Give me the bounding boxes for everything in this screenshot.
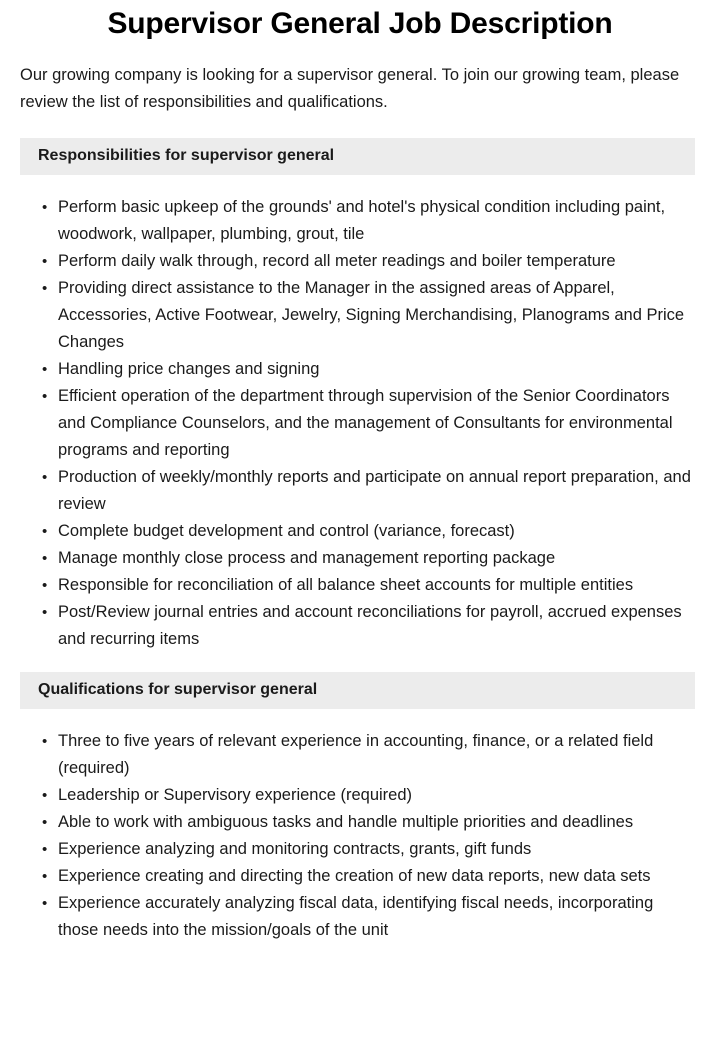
list-item: • Manage monthly close process and management reporting package [0, 545, 720, 572]
section-qualifications [0, 672, 720, 944]
section-responsibilities [0, 138, 720, 653]
section-heading-responsibilities: Responsibilities for supervisor general [20, 138, 695, 175]
list-item: • Efficient operation of the department through supervision of the Senior Coordinators and Compliance Counselors, and the management of Consultants for environmental programs and reporting [0, 383, 720, 464]
page-title: Supervisor General Job Description [107, 7, 613, 40]
qualifications-list [0, 728, 720, 944]
section-heading-qualifications: Qualifications for supervisor general [20, 672, 695, 709]
list-item: • Leadership or Supervisory experience (required) [0, 782, 720, 809]
list-item: • Experience accurately analyzing fiscal data, identifying fiscal needs, incorporating those needs into the mission/goals of the unit [0, 890, 720, 944]
responsibilities-list [0, 194, 720, 653]
list-item: • Experience creating and directing the creation of new data reports, new data sets [0, 863, 720, 890]
list-item: • Three to five years of relevant experience in accounting, finance, or a related field (required) [0, 728, 720, 782]
list-item: • Able to work with ambiguous tasks and handle multiple priorities and deadlines [0, 809, 720, 836]
list-item: • Perform daily walk through, record all meter readings and boiler temperature [0, 248, 720, 275]
list-item: • Experience analyzing and monitoring contracts, grants, gift funds [0, 836, 720, 863]
list-spacer [0, 175, 720, 194]
list-item: • Complete budget development and control (variance, forecast) [0, 518, 720, 545]
list-item: • Responsible for reconciliation of all balance sheet accounts for multiple entities [0, 572, 720, 599]
list-item: • Handling price changes and signing [0, 356, 720, 383]
list-spacer [0, 709, 720, 728]
list-item: • Post/Review journal entries and account reconciliations for payroll, accrued expenses and recurring items [0, 599, 720, 653]
list-item: • Providing direct assistance to the Manager in the assigned areas of Apparel, Accessories, Active Footwear, Jewelry, Signing Merchandising, Planograms and Price Changes [0, 275, 720, 356]
list-item: • Perform basic upkeep of the grounds' and hotel's physical condition including paint, woodwork, wallpaper, plumbing, grout, tile [0, 194, 720, 248]
list-item: • Production of weekly/monthly reports and participate on annual report preparation, and review [0, 464, 720, 518]
intro-paragraph: Our growing company is looking for a supervisor general. To join our growing team, please review the list of responsibilities and qualifications. [20, 66, 680, 111]
